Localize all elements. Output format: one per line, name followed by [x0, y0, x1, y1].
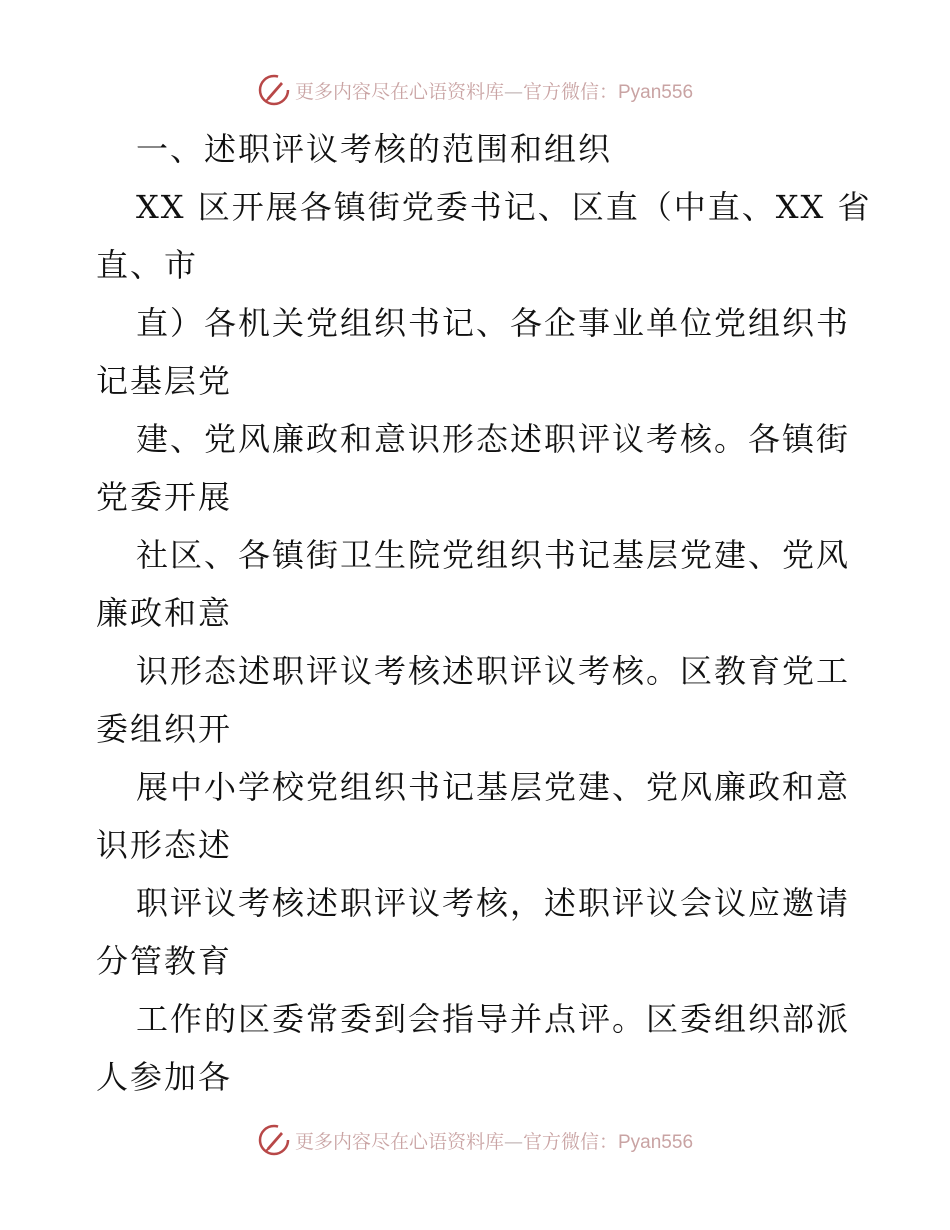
- text-line: 直）各机关党组织书记、各企事业单位党组织书: [136, 304, 851, 342]
- text-line: 直、市: [96, 246, 199, 284]
- text-line: XX 区开展各镇街党委书记、区直（中直、XX 省: [136, 188, 872, 226]
- watermark-main: 更多内容尽在心语资料库: [294, 1130, 504, 1153]
- text-line: 党委开展: [96, 478, 233, 516]
- text-line: 人参加各: [96, 1058, 233, 1096]
- watermark-main: 更多内容尽在心语资料库: [294, 80, 504, 103]
- document-body: [96, 120, 872, 1106]
- text-line: 委组织开: [96, 710, 233, 748]
- quill-pen-seal-icon: [257, 73, 291, 107]
- watermark-contact-label: 官方微信：: [522, 80, 618, 103]
- watermark-contact-id: Pyan556: [618, 1131, 694, 1153]
- text-line: 社区、各镇街卫生院党组织书记基层党建、党风: [136, 536, 851, 574]
- watermark-dash: —: [503, 1130, 523, 1153]
- text-line: 廉政和意: [96, 594, 233, 632]
- text-line: 展中小学校党组织书记基层党建、党风廉政和意: [136, 768, 851, 806]
- watermark-contact-label: 官方微信：: [522, 1130, 618, 1153]
- quill-pen-seal-icon: [257, 1123, 291, 1157]
- text-line: 工作的区委常委到会指导并点评。区委组织部派: [136, 1000, 851, 1038]
- watermark-text: [295, 1127, 693, 1154]
- text-line: 职评议考核述职评议考核，述职评议会议应邀请: [136, 884, 851, 922]
- footer-watermark-banner: [0, 1120, 950, 1160]
- text-line: 分管教育: [96, 942, 233, 980]
- text-line: 识形态述: [96, 826, 233, 864]
- watermark-dash: —: [503, 80, 523, 103]
- section-heading: 一、述职评议考核的范围和组织: [136, 130, 613, 168]
- text-line: 建、党风廉政和意识形态述职评议考核。各镇街: [136, 420, 851, 458]
- text-line: 识形态述职评议考核述职评议考核。区教育党工: [136, 652, 851, 690]
- watermark-text: [295, 77, 693, 104]
- watermark-contact-id: Pyan556: [618, 81, 694, 103]
- header-watermark-banner: [0, 70, 950, 110]
- text-line: 记基层党: [96, 362, 233, 400]
